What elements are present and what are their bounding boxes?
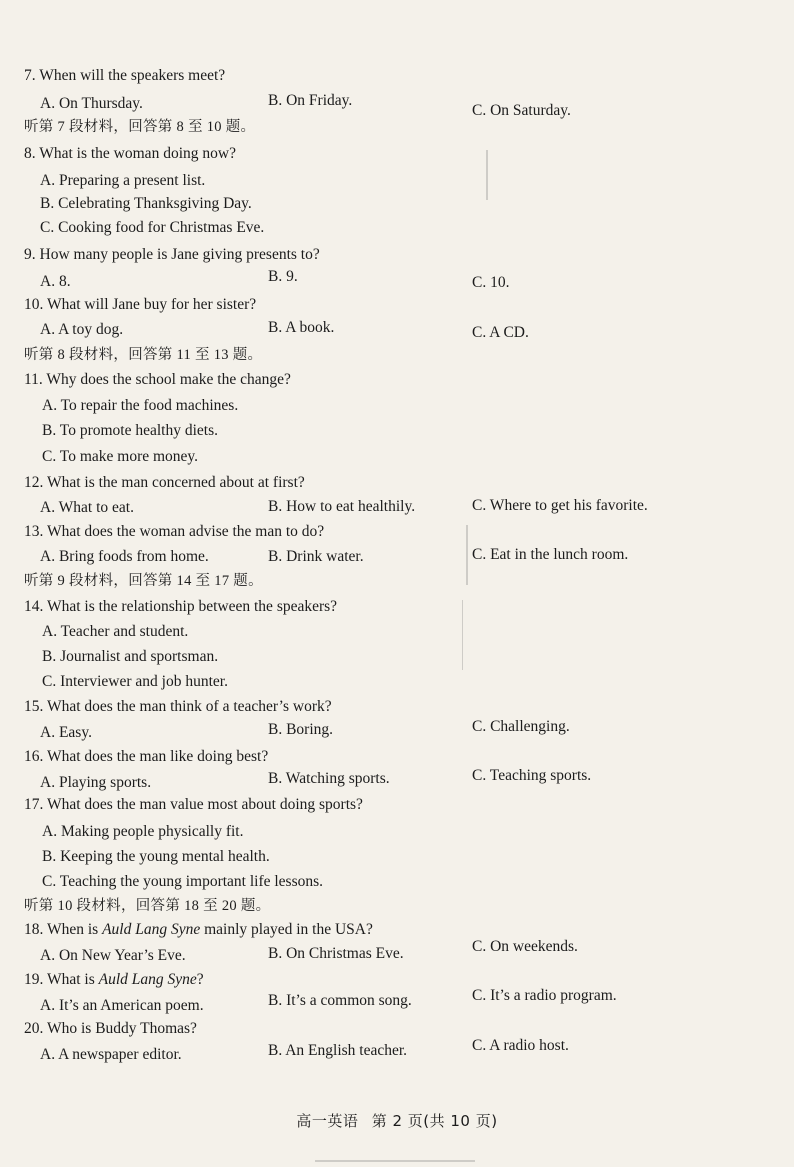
page-footer <box>0 1110 794 1131</box>
section-instruction-10: 听第 10 段材料，回答第 18 至 20 题。 <box>24 898 271 914</box>
q10-option-c: C. A CD. <box>472 324 529 341</box>
question-18 <box>24 920 373 940</box>
question-7: 7. When will the speakers meet? <box>24 67 226 84</box>
q20-option-c: C. A radio host. <box>472 1037 569 1054</box>
q14-option-b: B. Journalist and sportsman. <box>42 648 219 665</box>
question-17: 17. What does the man value most about doing sports? <box>24 796 363 813</box>
section-instruction-7: 听第 7 段材料，回答第 8 至 10 题。 <box>24 119 256 135</box>
q20-option-a: A. A newspaper editor. <box>40 1046 182 1063</box>
q19-option-c: C. It’s a radio program. <box>472 987 617 1004</box>
q11-option-a: A. To repair the food machines. <box>42 397 239 414</box>
question-8: 8. What is the woman doing now? <box>24 145 236 162</box>
scan-artifact <box>486 150 488 200</box>
q8-option-b: B. Celebrating Thanksgiving Day. <box>40 195 252 212</box>
q7-option-c: C. On Saturday. <box>472 102 571 119</box>
question-12: 12. What is the man concerned about at first? <box>24 474 305 491</box>
q18-suffix: mainly played in the USA? <box>200 921 373 938</box>
q14-option-c: C. Interviewer and job hunter. <box>42 673 228 690</box>
q16-option-a: A. Playing sports. <box>40 774 152 791</box>
q11-option-b: B. To promote healthy diets. <box>42 422 218 439</box>
question-19 <box>24 970 204 990</box>
question-16: 16. What does the man like doing best? <box>24 748 269 765</box>
q7-option-b: B. On Friday. <box>268 92 353 109</box>
q19-option-a: A. It’s an American poem. <box>40 997 204 1014</box>
q20-option-b: B. An English teacher. <box>268 1042 408 1059</box>
q13-option-c: C. Eat in the lunch room. <box>472 546 629 563</box>
q10-option-a: A. A toy dog. <box>40 321 124 338</box>
q10-option-b: B. A book. <box>268 319 335 336</box>
q18-song-title: Auld Lang Syne <box>102 921 201 938</box>
q8-option-a: A. Preparing a present list. <box>40 172 206 189</box>
q17-option-c: C. Teaching the young important life lessons. <box>42 873 324 890</box>
q19-option-b: B. It’s a common song. <box>268 992 412 1009</box>
q16-option-b: B. Watching sports. <box>268 770 390 787</box>
footer-subject: 高一英语 <box>296 1112 359 1130</box>
q13-option-a: A. Bring foods from home. <box>40 548 209 565</box>
scan-artifact <box>466 525 468 585</box>
question-10: 10. What will Jane buy for her sister? <box>24 296 257 313</box>
q9-option-b: B. 9. <box>268 268 298 285</box>
q18-option-b: B. On Christmas Eve. <box>268 945 404 962</box>
q13-option-b: B. Drink water. <box>268 548 364 565</box>
footer-page-number: 第 2 页(共 10 页) <box>371 1112 498 1130</box>
q12-option-b: B. How to eat healthily. <box>268 498 416 515</box>
q15-option-b: B. Boring. <box>268 721 334 738</box>
question-9: 9. How many people is Jane giving presents to? <box>24 246 320 263</box>
q11-option-c: C. To make more money. <box>42 448 199 465</box>
question-14: 14. What is the relationship between the speakers? <box>24 598 338 615</box>
q19-prefix: 19. What is <box>24 971 99 988</box>
section-instruction-9: 听第 9 段材料，回答第 14 至 17 题。 <box>24 573 263 589</box>
q18-prefix: 18. When is <box>24 921 103 938</box>
question-15: 15. What does the man think of a teacher’s work? <box>24 698 332 715</box>
question-11: 11. Why does the school make the change? <box>24 371 291 388</box>
q17-option-a: A. Making people physically fit. <box>42 823 244 840</box>
question-13: 13. What does the woman advise the man to do? <box>24 523 325 540</box>
q14-option-a: A. Teacher and student. <box>42 623 189 640</box>
q15-option-c: C. Challenging. <box>472 718 570 735</box>
q17-option-b: B. Keeping the young mental health. <box>42 848 270 865</box>
q16-option-c: C. Teaching sports. <box>472 767 592 784</box>
q12-option-a: A. What to eat. <box>40 499 134 516</box>
q12-option-c: C. Where to get his favorite. <box>472 497 648 514</box>
q19-suffix: ? <box>196 971 204 988</box>
q9-option-a: A. 8. <box>40 273 71 290</box>
q15-option-a: A. Easy. <box>40 724 92 741</box>
q8-option-c: C. Cooking food for Christmas Eve. <box>40 219 265 236</box>
q9-option-c: C. 10. <box>472 274 510 291</box>
section-instruction-8: 听第 8 段材料，回答第 11 至 13 题。 <box>24 347 263 363</box>
scan-artifact <box>315 1160 475 1162</box>
question-20: 20. Who is Buddy Thomas? <box>24 1020 197 1037</box>
scan-artifact <box>462 600 463 670</box>
q18-option-a: A. On New Year’s Eve. <box>40 947 186 964</box>
q7-option-a: A. On Thursday. <box>40 95 143 112</box>
q18-option-c: C. On weekends. <box>472 938 578 955</box>
q19-song-title: Auld Lang Syne <box>98 971 197 988</box>
